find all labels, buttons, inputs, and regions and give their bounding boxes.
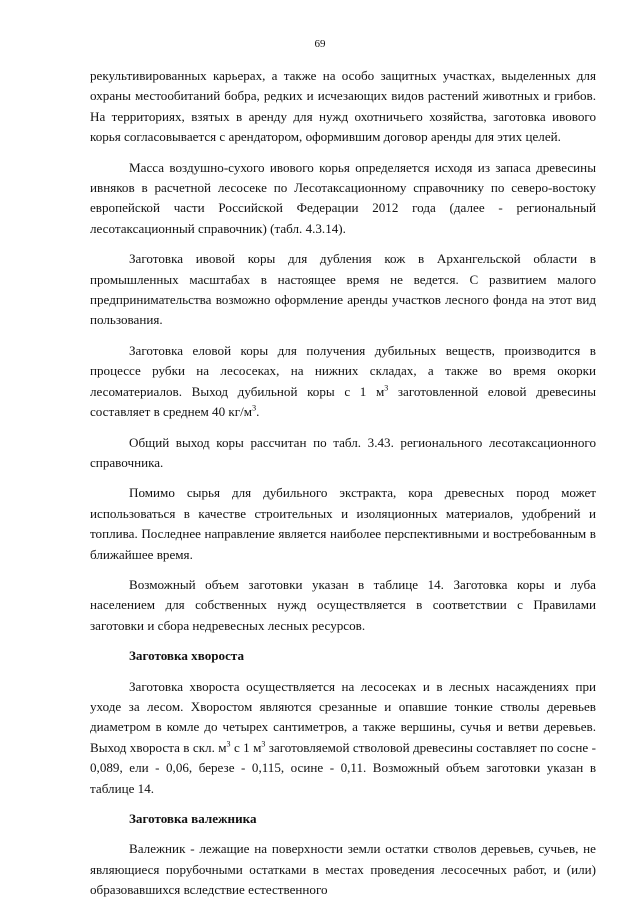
paragraph-bark-uses: Помимо сырья для дубильного экстракта, кора древесных пород может использоваться в качестве строительных и изоляционных материалов, удобрений и топлива. Последнее направление является наиболее перспективными и востребованным в ближайшее время.	[90, 485, 596, 562]
paragraph-willow-bark-tanning: Заготовка ивовой коры для дубления кож в Архангельской области в промышленных масштабах в настоящее время не ведется. С развитием малого предпринимательства возможно оформление аренды участков лесного фонда на этот вид пользования.	[90, 251, 596, 328]
superscript-3: 3	[384, 383, 389, 393]
paragraph-bark-volume: Возможный объем заготовки указан в таблице 14. Заготовка коры и луба населением для собственных нужд осуществляется в соответствии с Правилами заготовки и сбора недревесных лесных ресурсов.	[90, 576, 596, 633]
paragraph-brushwood-text-3: заготовляемой стволовой древесины составляет по сосне - 0,089, ели - 0,06, березе - 0,115, осине - 0,11. Возможный объем заготовки указан в таблице 14.	[90, 739, 596, 796]
paragraph-willow-bark-mass: Масса воздушно-сухого ивового корья определяется исходя из запаса древесины ивняков в расчетной лесосеке по Лесотаксационному справочнику по северо-востоку европейской части Российской Федерации 2012 года (далее - региональный лесотаксационный справочник) (табл. 4.3.14).	[90, 159, 596, 236]
superscript-3: 3	[252, 403, 257, 413]
paragraph-deadwood: Валежник - лежащие на поверхности земли остатки стволов деревьев, сучьев, не являющиеся порубочными остатками в местах проведения лесосечных работ, и (или) образовавшихся вследствие естественного	[90, 841, 596, 898]
document-body	[90, 66, 596, 911]
superscript-3: 3	[226, 739, 231, 749]
paragraph-spruce-bark	[90, 341, 596, 423]
paragraph-brushwood-text-1: Заготовка хвороста осуществляется на лесосеках и в лесных насаждениях при уходе за лесом. Хворостом являются срезанные и опавшие тонкие стволы деревьев диаметром в комле до четырех сантиметров, а также вершины, сучья и ветви деревьев. Выход хвороста в скл. м	[90, 678, 596, 755]
paragraph-total-bark-yield: Общий выход коры рассчитан по табл. 3.43. регионального лесотаксационного справочника.	[90, 434, 596, 470]
heading-brushwood: Заготовка хвороста	[129, 648, 245, 664]
paragraph-spruce-bark-text-2: заготовленной еловой древесины составляет в среднем 40 кг/м	[90, 383, 596, 420]
heading-deadwood: Заготовка валежника	[129, 811, 257, 826]
paragraph-brushwood	[90, 677, 596, 799]
paragraph-continuation: рекультивированных карьерах, а также на особо защитных участках, выделенных для охраны местообитаний бобра, редких и исчезающих видов растений животных и грибов. На территориях, взятых в аренду для нужд охотничьего хозяйства, заготовка ивового корья согласовывается с арендатором, оформившим договор аренды для этих целей.	[90, 68, 596, 145]
paragraph-spruce-bark-text-1: Заготовка еловой коры для получения дубильных веществ, производится в процессе рубки на лесосеках, на нижних складах, а также во время окорки лесоматериалов. Выход дубильной коры с 1 м	[90, 342, 596, 399]
superscript-3: 3	[261, 739, 266, 749]
paragraph-spruce-bark-text-3: .	[256, 404, 260, 420]
paragraph-brushwood-text-2: с 1 м	[230, 739, 262, 755]
page-number: 69	[314, 38, 326, 50]
